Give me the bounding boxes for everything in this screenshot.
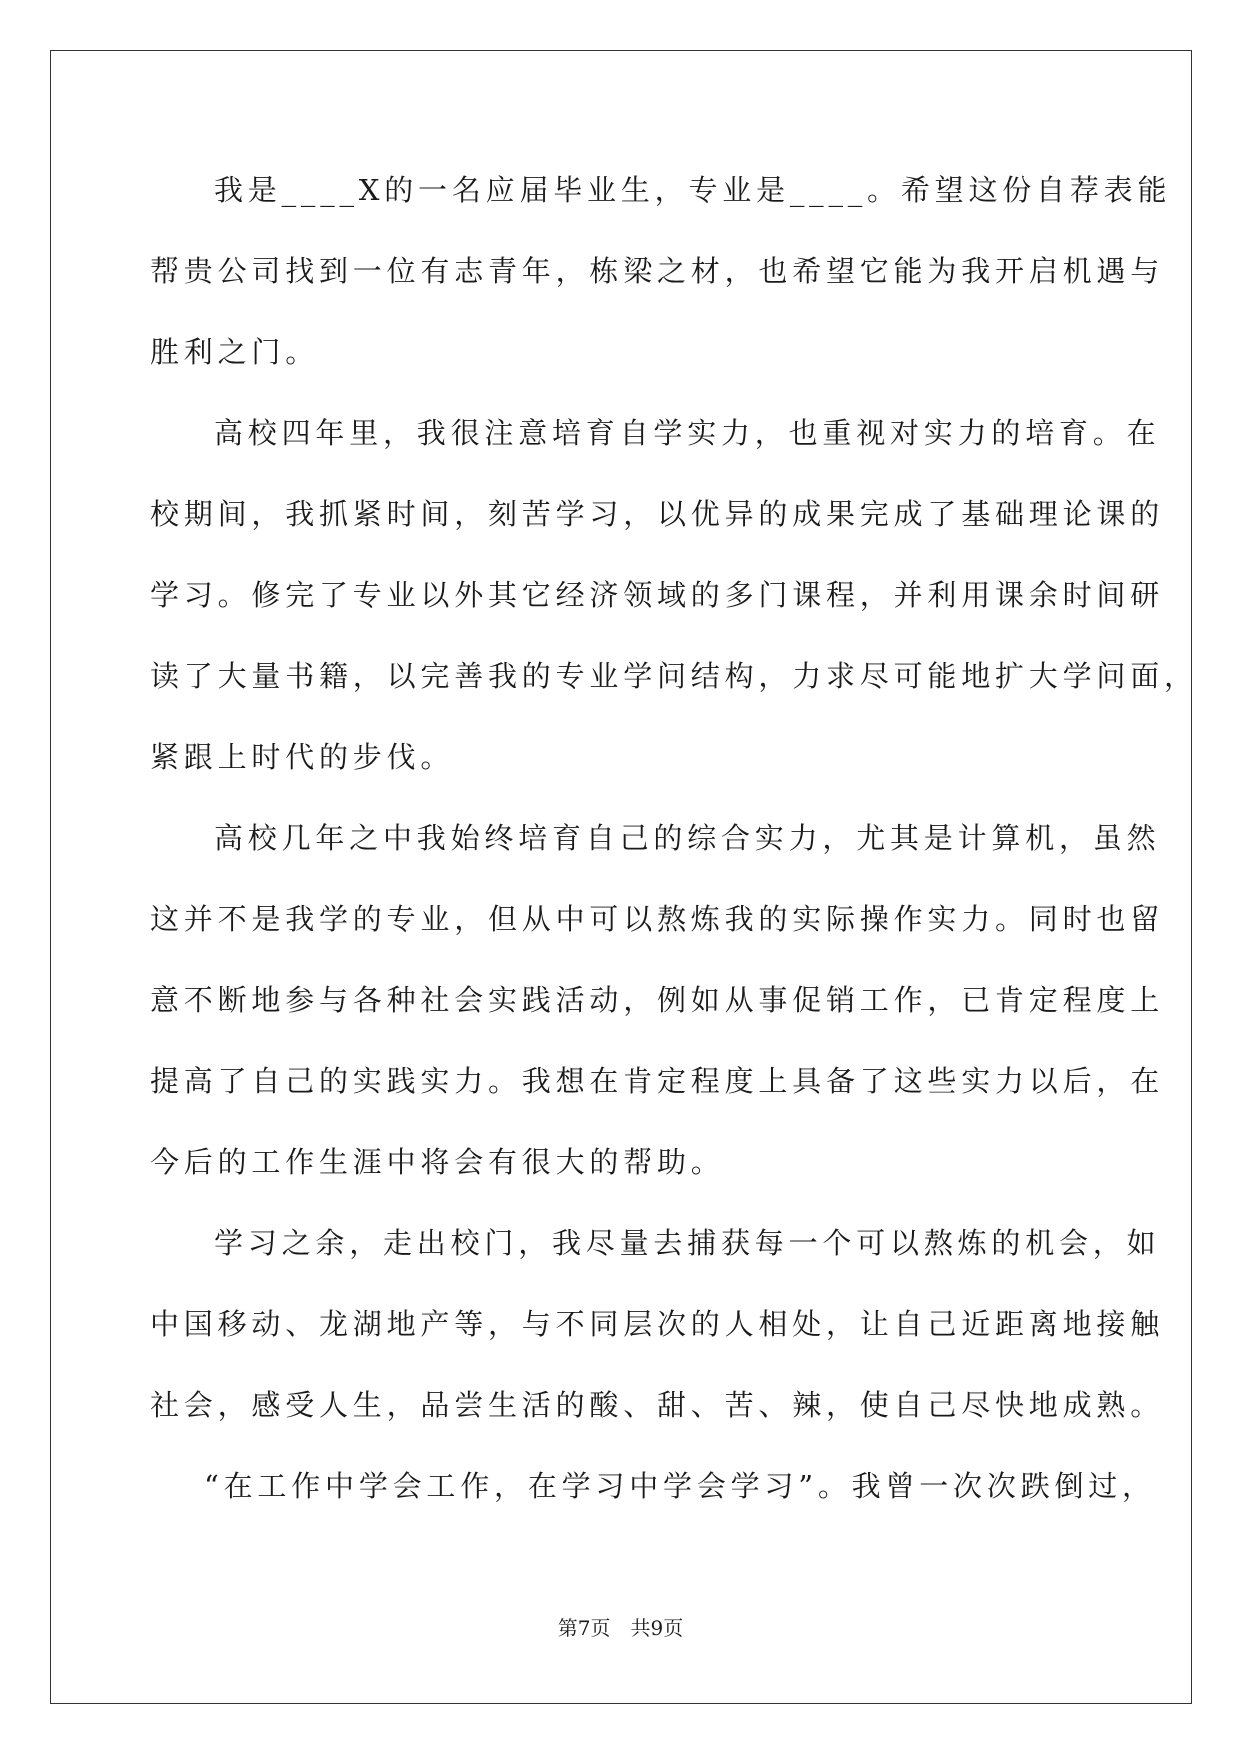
text-line: 提高了自己的实践实力。我想在肯定程度上具备了这些实力以后，在 xyxy=(150,1064,1165,1098)
text-line: 学习之余，走出校门，我尽量去捕获每一个可以熬炼的机会，如 xyxy=(214,1226,1161,1260)
text-line: 高校四年里，我很注意培育自学实力，也重视对实力的培育。在 xyxy=(214,416,1161,450)
text-line: 胜利之门。 xyxy=(150,335,320,369)
text-line: 校期间，我抓紧时间，刻苦学习，以优异的成果完成了基础理论课的 xyxy=(150,497,1165,531)
text-line: 今后的工作生涯中将会有很大的帮助。 xyxy=(150,1145,725,1179)
text-line: 这并不是我学的专业，但从中可以熬炼我的实际操作实力。同时也留 xyxy=(150,902,1165,936)
text-line: 意不断地参与各种社会实践活动，例如从事促销工作，已肯定程度上 xyxy=(150,983,1165,1017)
text-line: 紧跟上时代的步伐。 xyxy=(150,740,455,774)
text-line: 读了大量书籍，以完善我的专业学问结构，力求尽可能地扩大学问面， xyxy=(150,659,1198,693)
text-line: 高校几年之中我始终培育自己的综合实力，尤其是计算机，虽然 xyxy=(214,821,1161,855)
text-line: 学习。修完了专业以外其它经济领域的多门课程，并利用课余时间研 xyxy=(150,578,1165,612)
text-line: 中国移动、龙湖地产等，与不同层次的人相处，让自己近距离地接触 xyxy=(150,1307,1165,1341)
text-line: 帮贵公司找到一位有志青年，栋梁之材，也希望它能为我开启机遇与 xyxy=(150,254,1165,288)
text-line: 我是____X的一名应届毕业生，专业是____。希望这份自荐表能 xyxy=(214,173,1172,207)
text-line: “在工作中学会工作，在学习中学会学习”。我曾一次次跌倒过， xyxy=(204,1469,1156,1503)
text-line: 社会，感受人生，品尝生活的酸、甜、苦、辣，使自己尽快地成熟。 xyxy=(150,1388,1165,1422)
page-number: 第7页 共9页 xyxy=(557,1616,684,1640)
document-body xyxy=(150,160,1198,1537)
